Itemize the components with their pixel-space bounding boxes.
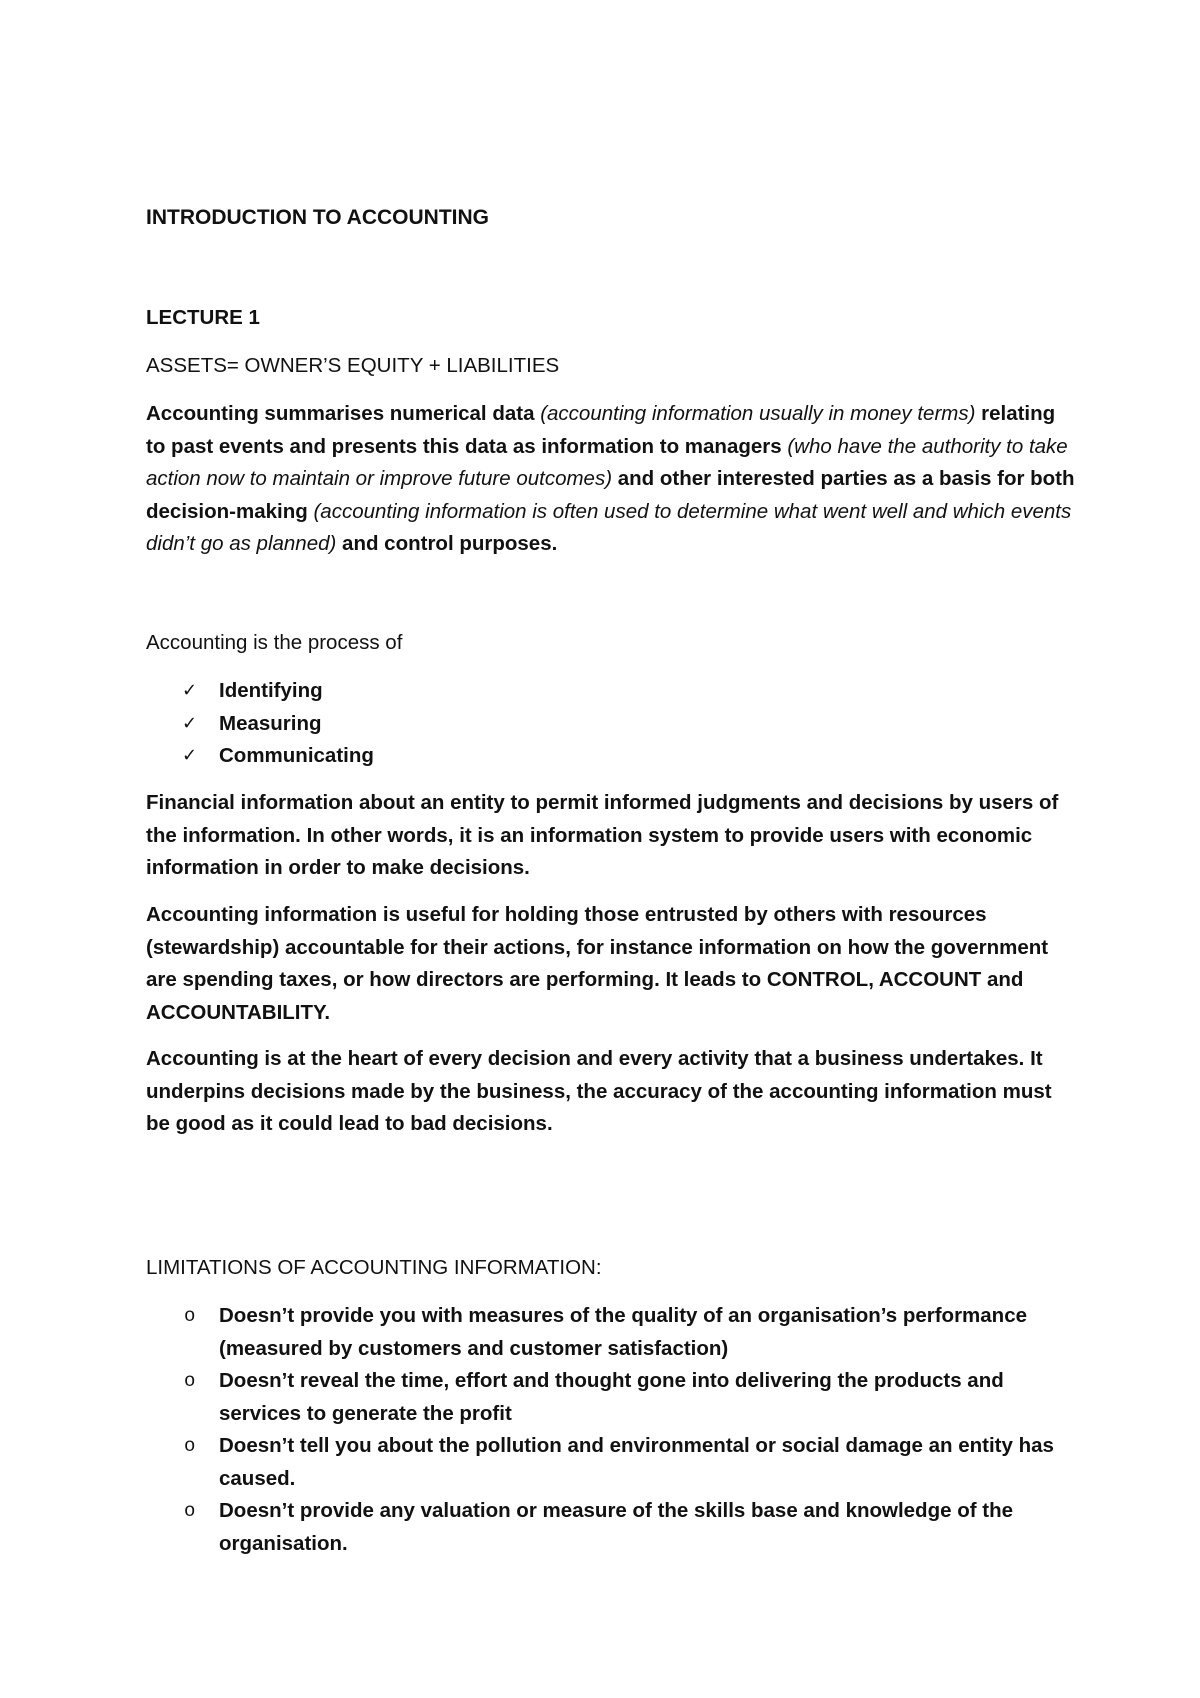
limitations-heading: LIMITATIONS OF ACCOUNTING INFORMATION:	[146, 1256, 602, 1279]
paragraph-stewardship: Accounting information is useful for holding those entrusted by others with resources (stewardship) accountable for their actions, for instance information on how the government are spending taxes, or how directors are performing. It leads to CONTROL, ACCOUNT and ACCOUNTABILITY.	[146, 903, 1049, 1024]
bullet-circle-icon: o	[184, 1370, 196, 1392]
bullet-circle-icon: o	[184, 1500, 196, 1522]
list-item: ✓ Identifying	[146, 675, 1076, 708]
limitations-list	[146, 1300, 1076, 1560]
list-item: o Doesn’t reveal the time, effort and thought gone into delivering the products and services to generate the profit	[146, 1365, 1076, 1430]
accounting-equation: ASSETS= OWNER’S EQUITY + LIABILITIES	[146, 354, 560, 377]
intro-bold-segment: relating to past events and presents this data as information to managers	[146, 402, 1056, 458]
document-title: INTRODUCTION TO ACCOUNTING	[146, 206, 489, 229]
intro-bold-segment: Accounting summarises numerical data	[146, 402, 541, 425]
list-item: o Doesn’t provide you with measures of the quality of an organisation’s performance (measured by customers and customer satisfaction)	[146, 1300, 1076, 1365]
process-intro: Accounting is the process of	[146, 631, 403, 654]
intro-italic-segment: (accounting information usually in money terms)	[540, 402, 976, 425]
list-item: o Doesn’t tell you about the pollution and environmental or social damage an entity has caused.	[146, 1430, 1076, 1495]
list-item: o Doesn’t provide any valuation or measure of the skills base and knowledge of the organisation.	[146, 1495, 1076, 1560]
intro-bold-segment: and other interested parties as a basis for both decision-making	[146, 467, 1075, 523]
paragraph-financial-information: Financial information about an entity to permit informed judgments and decisions by users of the information. In other words, it is an information system to provide users with economic information in order to make decisions.	[146, 791, 1059, 879]
list-item: ✓ Measuring	[146, 708, 1076, 741]
bullet-circle-icon: o	[184, 1435, 196, 1457]
paragraph-heart-of-decisions: Accounting is at the heart of every decision and every activity that a business undertakes. It underpins decisions made by the business, the accuracy of the accounting information must be good as it could lead to bad decisions.	[146, 1047, 1052, 1135]
intro-italic-segment: (accounting information is often used to determine what went well and which events didn’t go as planned)	[146, 499, 1072, 555]
list-item: ✓ Communicating	[146, 740, 1076, 773]
check-icon: ✓	[182, 712, 198, 734]
check-icon: ✓	[182, 745, 198, 766]
intro-paragraph	[146, 398, 1076, 561]
bullet-circle-icon: o	[184, 1305, 196, 1327]
lecture-heading: LECTURE 1	[146, 306, 260, 329]
process-list	[146, 675, 1076, 773]
check-icon: ✓	[182, 680, 198, 701]
intro-bold-segment: and control purposes.	[336, 532, 558, 555]
intro-italic-segment: (who have the authority to take action now to maintain or improve future outcomes)	[146, 434, 1068, 490]
